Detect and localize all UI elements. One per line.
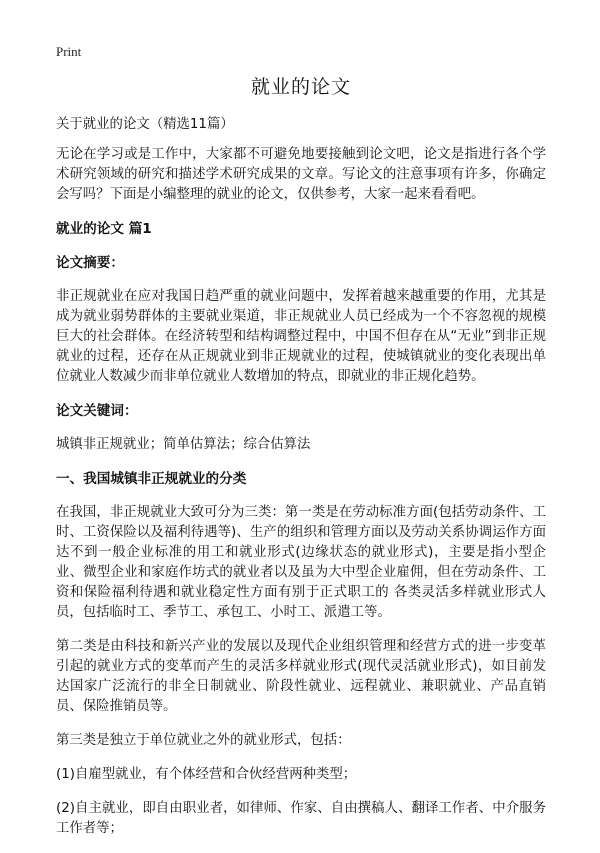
- body-paragraph: 第二类是由科技和新兴产业的发展以及现代企业组织管理和经营方式的进一步变革引起的就业方式的变革而产生的灵活多样就业形式(现代灵活就业形式)，如目前发达国家广泛流行的非全日制就业、阶段性就业、远程就业、兼职就业、产品直销员、保险推销员等。: [56, 639, 546, 714]
- article-heading: 就业的论文 篇1: [56, 221, 152, 237]
- document-body: [56, 72, 546, 853]
- keywords-paragraph: 城镇非正规就业；简单估算法；综合估算法: [56, 437, 311, 452]
- list-item: (1)自雇型就业，有个体经营和合伙经营两种类型；: [56, 767, 357, 782]
- keywords-heading: 论文关键词：: [56, 403, 138, 419]
- body-paragraph: 第三类是独立于单位就业之外的就业形式，包括：: [56, 733, 351, 748]
- print-link[interactable]: Print: [56, 44, 82, 59]
- list-item: (2)自主就业，即自由职业者，如律师、作家、自由撰稿人、翻译工作者、中介服务工作者等；: [56, 801, 546, 836]
- section-heading: 一、我国城镇非正规就业的分类: [56, 471, 247, 487]
- abstract-paragraph: 非正规就业在应对我国日趋严重的就业问题中，发挥着越来越重要的作用，尤其是成为就业弱势群体的主要就业渠道，非正规就业人员已经成为一个不容忽视的规模巨大的社会群体。在经济转型和结构调整过程中，中国不但存在从“无业”到非正规就业的过程，还存在从正规就业到非正规就业的过程，使城镇就业的变化表现出单位就业人数减少而非单位就业人数增加的特点，即就业的非正规化趋势。: [56, 289, 546, 384]
- doc-subtitle: 关于就业的论文（精选11篇）: [56, 117, 234, 132]
- page-title: 就业的论文: [250, 76, 351, 98]
- body-paragraph: 在我国，非正规就业大致可分为三类：第一类是在劳动标准方面(包括劳动条件、工时、工资保险以及福利待遇等)、生产的组织和管理方面以及劳动关系协调运作方面达不到一般企业标准的用工和就业形式(边缘状态的就业形式)，主要是指小型企业、微型企业和家庭作坊式的就业者以及虽为大中型企业雇佣，但在劳动条件、工资和保险福利待遇和就业稳定性方面有别于正式职工的 各类灵活多样就业形式人员，包括临时工、季节工、承包工、小时工、派遣工等。: [56, 505, 546, 620]
- intro-paragraph: 无论在学习或是工作中，大家都不可避免地要接触到论文吧，论文是指进行各个学术研究领域的研究和描述学术研究成果的文章。写论文的注意事项有许多，你确定会写吗？下面是小编整理的就业的论文，仅供参考，大家一起来看看吧。: [56, 147, 546, 202]
- abstract-heading: 论文摘要：: [56, 255, 124, 271]
